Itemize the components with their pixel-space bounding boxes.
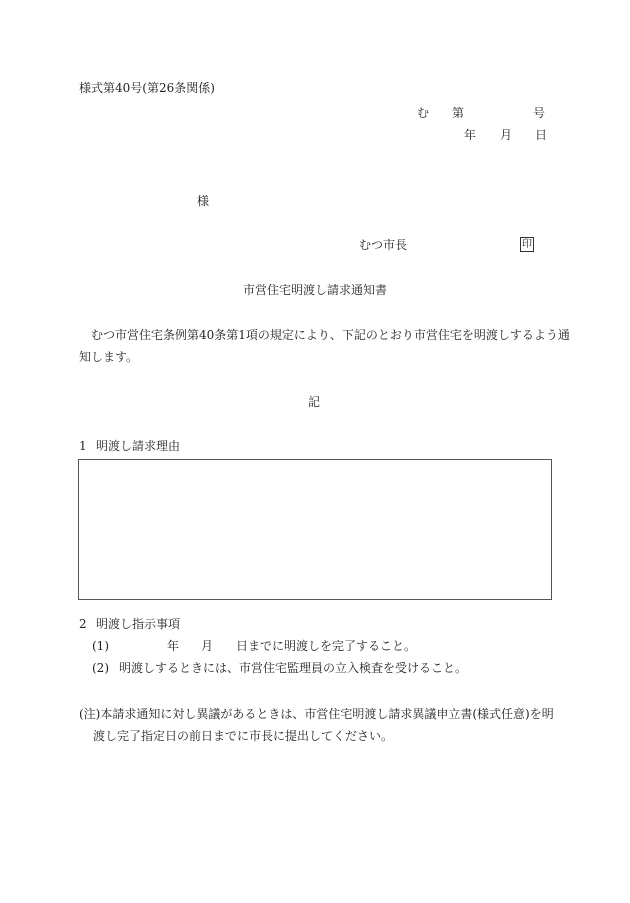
section-1-label: 明渡し請求理由 — [96, 439, 181, 453]
doc-number-prefix: む — [417, 106, 430, 120]
section-2-number: 2 — [79, 617, 87, 631]
item-1-month: 月 — [201, 639, 214, 653]
section-1-number: 1 — [79, 439, 87, 453]
section-2-label: 明渡し指示事項 — [96, 617, 181, 631]
issuer: むつ市長 — [359, 238, 408, 252]
item-1-text: 日までに明渡しを完了すること。 — [236, 639, 417, 653]
document-title: 市営住宅明渡し請求通知書 — [243, 283, 388, 297]
date-day: 日 — [535, 128, 548, 142]
addressee-suffix: 様 — [197, 194, 210, 208]
body-line-1: むつ市営住宅条例第40条第1項の規定により、下記のとおり市営住宅を明渡しするよう通 — [91, 328, 570, 342]
doc-number-go: 号 — [533, 106, 546, 120]
item-1-number: (1) — [92, 639, 109, 653]
note-line-2: 渡し完了指定日の前日までに市長に提出してください。 — [93, 729, 394, 743]
note-line-1: (注)本請求通知に対し異議があるときは、市営住宅明渡し請求異議申立書(様式任意)を明 — [79, 707, 554, 721]
date-month: 月 — [500, 128, 513, 142]
reason-box — [78, 459, 552, 600]
form-number: 様式第40号(第26条関係) — [79, 81, 215, 95]
item-1-year: 年 — [167, 639, 180, 653]
item-2-number: (2) — [92, 661, 109, 675]
date-year: 年 — [464, 128, 477, 142]
ki-heading: 記 — [308, 395, 321, 409]
item-2-text: 明渡しするときには、市営住宅監理員の立入検査を受けること。 — [119, 661, 468, 675]
doc-number-dai: 第 — [452, 106, 465, 120]
body-line-2: 知します。 — [79, 350, 139, 364]
seal-mark: 印 — [522, 239, 532, 250]
